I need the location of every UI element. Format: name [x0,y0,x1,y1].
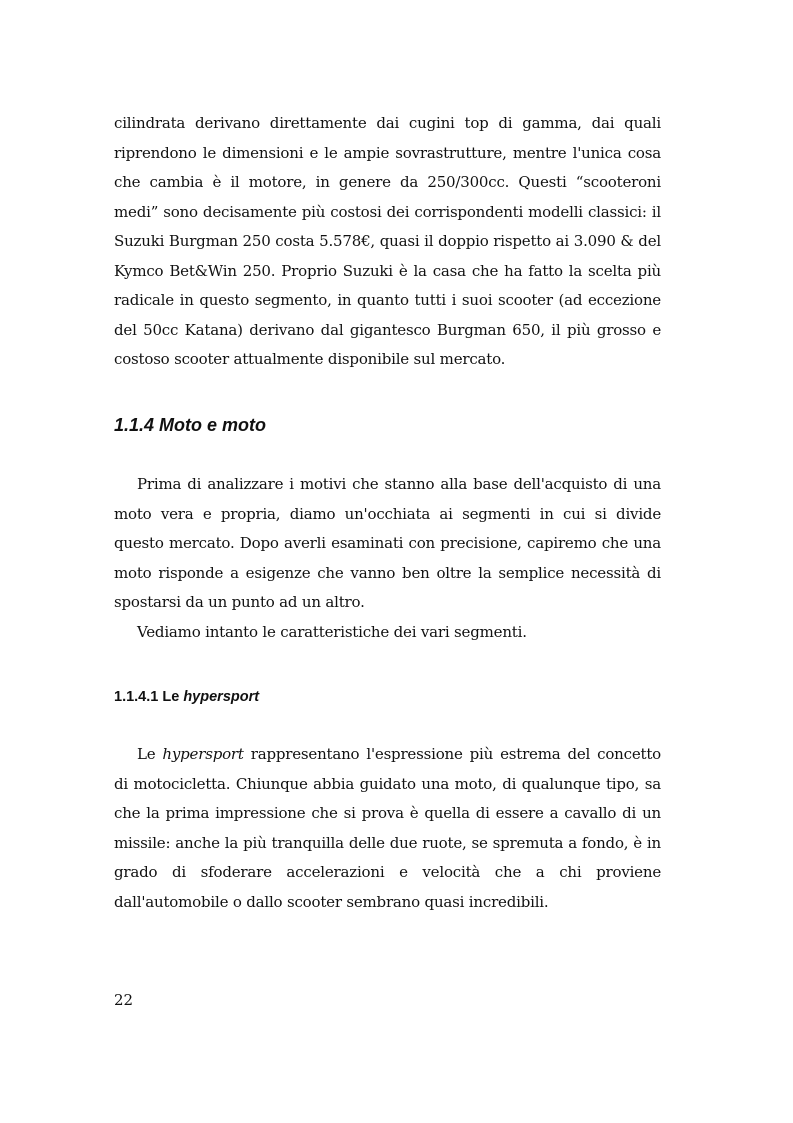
subsection-heading-emphasis: hypersport [183,689,260,705]
paragraph-intro-segments: Prima di analizzare i motivi che stanno alla base dell'acquisto di una moto vera e propria, diamo un'occhiata ai segmenti in cui si divide questo mercato. Dopo averli esaminati con precisione, capiremo che una moto risponde a esigenze che vanno ben oltre la semplice necessità di spostarsi da un punto ad un altro. [114,475,661,611]
subsection-heading-prefix: 1.1.4.1 Le [114,689,184,705]
subsection-heading-hypersport [114,686,259,708]
paragraph-scooter-segment: cilindrata derivano direttamente dai cugini top di gamma, dai quali riprendono le dimensioni e le ampie sovrastrutture, mentre l'unica cosa che cambia è il motore, in genere da 250/300cc. Questi “scooteroni medi” sono decisamente più costosi dei corrispondenti modelli classici: il Suzuki Burgman 250 costa 5.578€, quasi il doppio rispetto ai 3.090 & del Kymco Bet&Win 250. Proprio Suzuki è la casa che ha fatto la scelta più radicale in questo segmento, in quanto tutti i suoi scooter (ad eccezione del 50cc Katana) derivano dal gigantesco Burgman 650, il più grosso e costoso scooter attualmente disponibile sul mercato. [114,114,661,368]
paragraph-hypersport-emphasis: hypersport [162,745,244,763]
page-number: 22 [114,991,134,1009]
paragraph-hypersport-rest: rappresentano l'espressione più estrema del concetto di motocicletta. Chiunque abbia guidato una moto, di qualunque tipo, sa che la prima impressione che si prova è quella di essere a cavallo di un missile: anche la più tranquilla delle due ruote, se spremuta a fondo, è in grado di sfoderare accelerazioni e velocità che a chi proviene dall'automobile o dallo scooter sembrano quasi incredibili. [114,745,661,911]
paragraph-hypersport-start: Le [137,745,163,763]
section-heading-moto-e-moto: 1.1.4 Moto e moto [114,415,267,435]
paragraph-hypersport [114,740,661,917]
paragraph-vediamo: Vediamo intanto le caratteristiche dei vari segmenti. [137,623,527,641]
